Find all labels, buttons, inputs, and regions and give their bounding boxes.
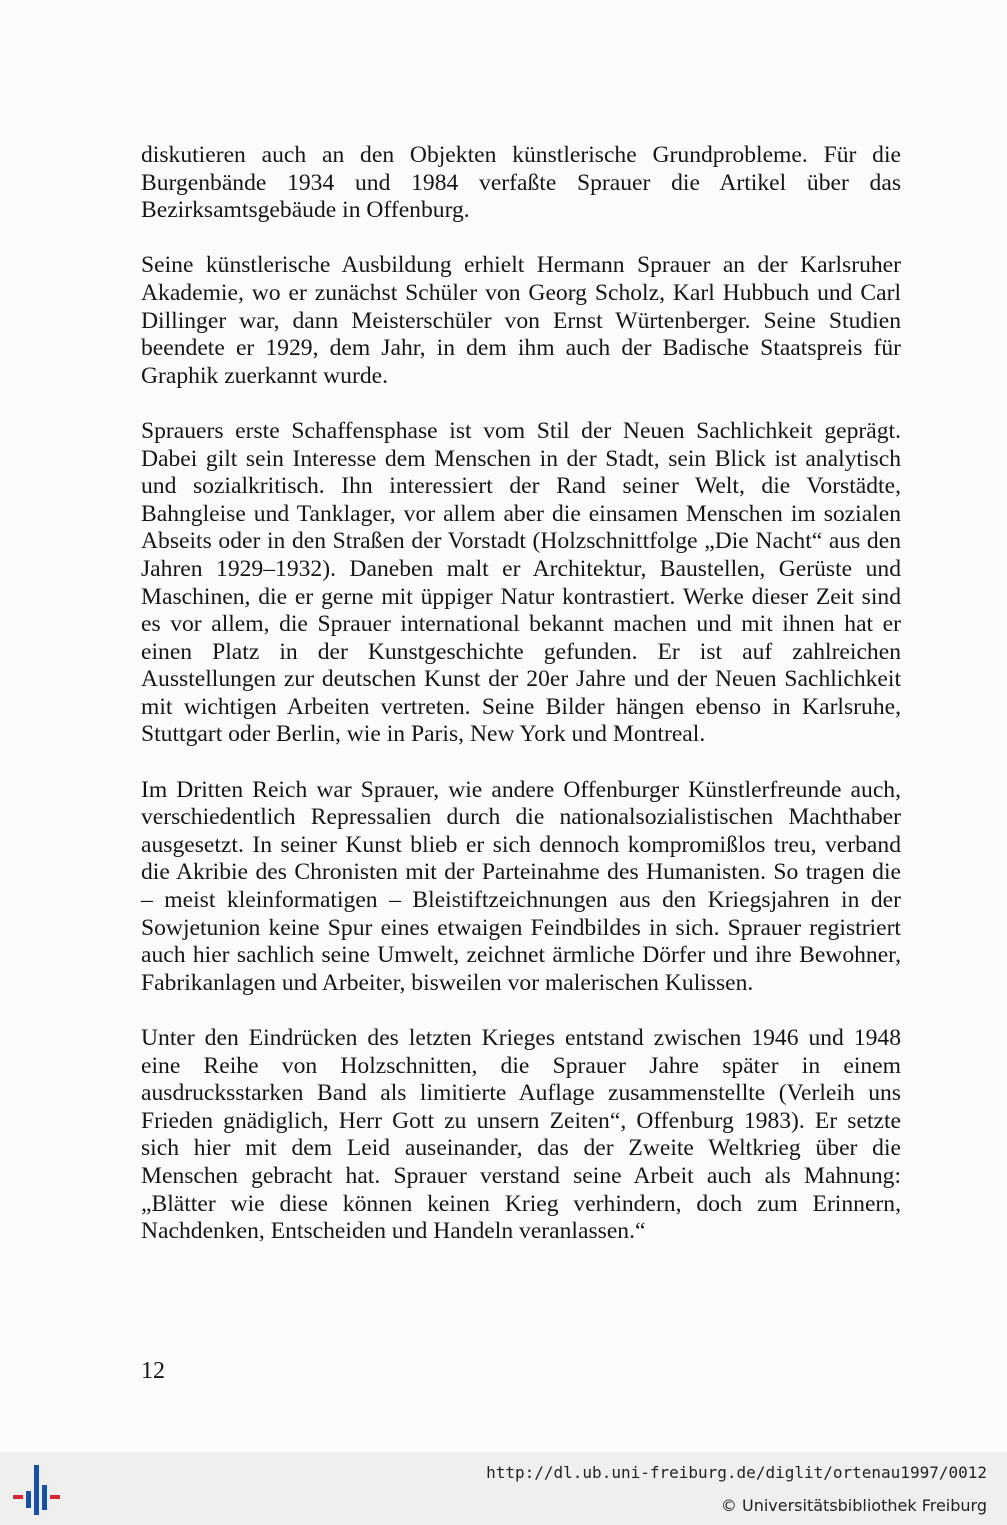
paragraph-4: Im Dritten Reich war Sprauer, wie andere Offenburger Künstlerfreunde auch, verschiedentlich Repressalien durch die nationalsozialistischen Machthaber ausgesetzt. In seiner Kunst blieb er sich dennoch kompromißlos treu, verband die Akribie des Chronisten mit der Parteinahme des Humanisten. So tragen die – meist kleinformatigen – Bleistiftzeichnungen aus den Kriegsjahren in der Sowjetunion keine Spur eines etwaigen Feindbildes in sich. Sprauer registriert auch hier sachlich seine Umwelt, zeichnet ärmliche Dörfer und ihre Bewohner, Fabrikanlagen und Arbeiter, bisweilen vor malerischen Kulissen. bbox=[141, 776, 901, 996]
paragraph-2: Seine künstlerische Ausbildung erhielt Hermann Sprauer an der Karlsruher Akademie, wo er zunächst Schüler von Georg Scholz, Karl Hubbuch und Carl Dillinger war, dann Meisterschüler von Ernst Würtenberger. Seine Studien beendete er 1929, dem Jahr, in dem ihm auch der Badische Staatspreis für Graphik zuerkannt wurde. bbox=[141, 252, 901, 389]
paragraph-1: diskutieren auch an den Objekten künstlerische Grundprobleme. Für die Burgenbände 1934 und 1984 verfaßte Sprauer die Artikel über das Bezirksamtsgebäude in Offenburg. bbox=[141, 142, 901, 224]
paragraph-5: Unter den Eindrücken des letzten Krieges entstand zwischen 1946 und 1948 eine Reihe von Holzschnitten, die Sprauer Jahre später in einem ausdrucksstarken Band als limitierte Auflage zusammenstellte (Verleih uns Frieden gnädiglich, Herr Gott zu unsern Zeiten“, Offenburg 1983). Er setzte sich hier mit dem Leid auseinander, das der Zweite Weltkrieg über die Menschen gebracht hat. Sprauer verstand seine Arbeit auch als Mahnung: „Blätter wie diese können keinen Krieg verhindern, doch zum Erinnern, Nachdenken, Entscheiden und Handeln veranlassen.“ bbox=[141, 1025, 901, 1245]
footer-bar bbox=[0, 1452, 1007, 1525]
page-number: 12 bbox=[141, 1358, 165, 1384]
source-url-link[interactable]: http://dl.ub.uni-freiburg.de/diglit/ortenau1997/0012 bbox=[486, 1463, 987, 1482]
paragraph-3: Sprauers erste Schaffensphase ist vom Stil der Neuen Sachlichkeit geprägt. Dabei gilt sein Interesse dem Menschen in der Stadt, sein Blick ist analytisch und sozialkritisch. Ihn interessiert der Rand seiner Welt, die Vorstädte, Bahngleise und Tanklager, vor allem aber die einsamen Menschen im sozialen Abseits oder in den Straßen der Vorstadt (Holzschnittfolge „Die Nacht“ aus den Jahren 1929–1932). Daneben malt er Architektur, Baustellen, Gerüste und Maschinen, die er gerne mit üppiger Natur kontrastiert. Werke dieser Zeit sind es vor allem, die Sprauer international bekannt machen und mit ihnen hat er einen Platz in der Kunstgeschichte gefunden. Er ist auf zahlreichen Ausstellungen zur deutschen Kunst der 20er Jahre und der Neuen Sachlichkeit mit wichtigen Arbeiten vertreten. Seine Bilder hängen ebenso in Karlsruhe, Stuttgart oder Berlin, wie in Paris, New York und Montreal. bbox=[141, 417, 901, 748]
ub-freiburg-logo-icon bbox=[12, 1465, 64, 1515]
copyright-text: © Universitätsbibliothek Freiburg bbox=[720, 1496, 987, 1515]
body-text bbox=[141, 142, 901, 1246]
